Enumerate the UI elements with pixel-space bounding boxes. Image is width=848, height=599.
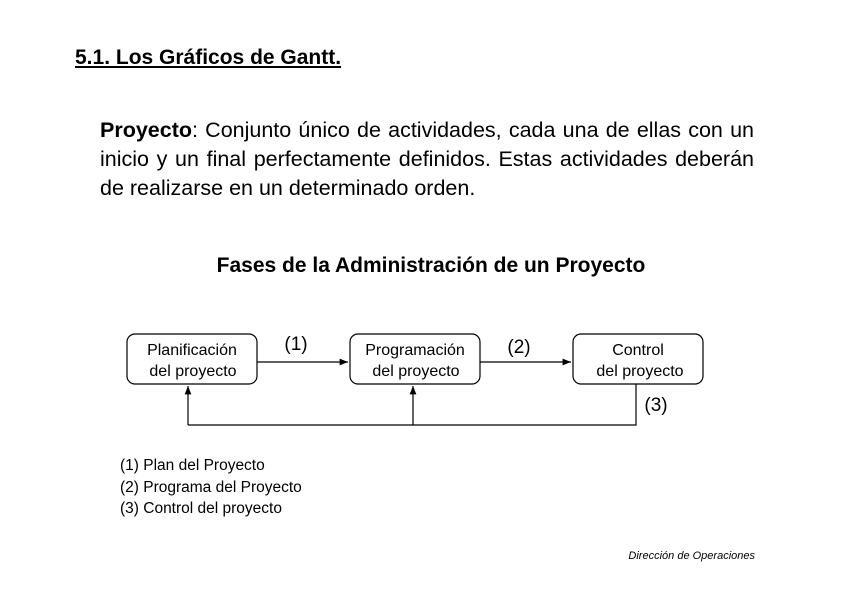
box-programacion-line2: del proyecto xyxy=(372,363,460,380)
arrow-label-1: (1) xyxy=(284,334,308,355)
box-programacion-line1: Programación xyxy=(365,342,465,359)
definition-text: : Conjunto único de actividades, cada una de ellas con un inicio y un final perfectamente definidos. Estas actividades deberán de realizarse en un determinado orden. xyxy=(100,118,754,200)
legend-item: (3) Control del proyecto xyxy=(120,500,282,517)
project-definition xyxy=(100,116,754,203)
legend-item: (2) Programa del Proyecto xyxy=(120,478,302,496)
definition-term: Proyecto xyxy=(100,118,193,142)
section-heading: 5.1. Los Gráficos de Gantt. xyxy=(75,46,342,69)
legend-item: (1) Plan del Proyecto xyxy=(120,457,265,474)
box-control-line2: del proyecto xyxy=(596,363,684,380)
feedback-line xyxy=(188,384,636,425)
footer-text: Dirección de Operaciones xyxy=(628,550,755,562)
box-control-line1: Control xyxy=(612,342,664,359)
arrow-label-3: (3) xyxy=(644,395,668,416)
legend-list xyxy=(120,455,302,520)
diagram-title: Fases de la Administración de un Proyecto xyxy=(216,254,646,277)
project-phases-diagram xyxy=(0,320,848,440)
box-planificacion-line1: Planificación xyxy=(147,342,237,359)
arrow-label-2: (2) xyxy=(507,337,531,358)
box-planificacion-line2: del proyecto xyxy=(149,363,237,380)
